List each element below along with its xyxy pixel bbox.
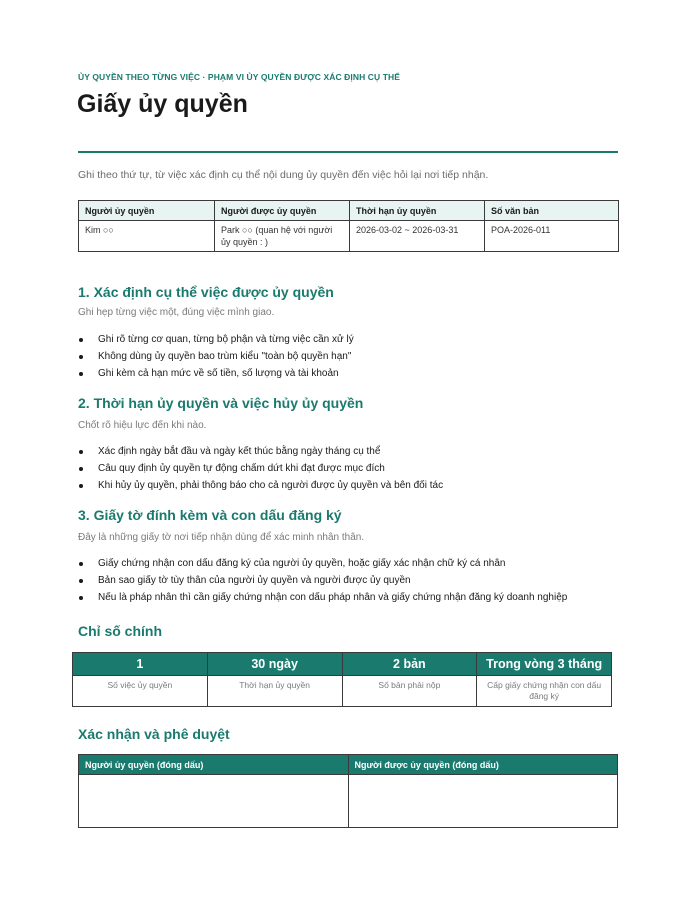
approval-header-row <box>79 755 618 775</box>
intro-text: Ghi theo thứ tự, từ việc xác định cụ thể nội dung ủy quyền đến việc hỏi lại nơi tiếp nhận. <box>78 169 489 181</box>
metric-value: 2 bản <box>342 653 477 676</box>
metric-label: Số việc ủy quyền <box>73 676 208 707</box>
list-item: Không dùng ủy quyền bao trùm kiểu "toàn bộ quyền hạn" <box>78 348 354 365</box>
section-3-title: 3. Giấy tờ đính kèm và con dấu đăng ký <box>78 507 342 523</box>
metric-value: 1 <box>73 653 208 676</box>
list-item: Giấy chứng nhận con dấu đăng ký của người ủy quyền, hoặc giấy xác nhận chữ ký cá nhân <box>78 555 567 572</box>
agent-seal-box[interactable] <box>348 775 618 828</box>
metric-value: 30 ngày <box>207 653 342 676</box>
list-item: Xác định ngày bắt đầu và ngày kết thúc bằng ngày tháng cụ thể <box>78 443 443 460</box>
info-table <box>78 200 619 252</box>
info-header-period: Thời hạn ủy quyền <box>350 201 485 221</box>
section-2-title: 2. Thời hạn ủy quyền và việc hủy ủy quyền <box>78 395 364 411</box>
section-2-bullets <box>78 443 443 494</box>
info-cell-doc-number: POA-2026-011 <box>485 221 619 252</box>
section-3-bullets <box>78 555 567 606</box>
list-item: Câu quy định ủy quyền tự động chấm dứt khi đạt được mục đích <box>78 460 443 477</box>
info-table-header-row <box>79 201 619 221</box>
info-header-doc-number: Số văn bản <box>485 201 619 221</box>
section-1-bullets <box>78 331 354 382</box>
list-item: Nếu là pháp nhân thì cần giấy chứng nhận con dấu pháp nhân và giấy chứng nhận đăng ký doanh nghiệp <box>78 589 567 606</box>
section-2-subtitle: Chốt rõ hiệu lực đến khi nào. <box>78 420 207 431</box>
section-3-subtitle: Đây là những giấy tờ nơi tiếp nhận dùng để xác minh nhân thân. <box>78 532 365 543</box>
title-divider <box>78 151 618 153</box>
page-title: Giấy ủy quyền <box>77 90 248 118</box>
approval-title: Xác nhận và phê duyệt <box>78 726 230 742</box>
info-cell-grantor: Kim ○○ <box>79 221 215 252</box>
list-item: Bản sao giấy tờ tùy thân của người ủy quyền và người được ủy quyền <box>78 572 567 589</box>
list-item: Khi hủy ủy quyền, phải thông báo cho cả người được ủy quyền và bên đối tác <box>78 477 443 494</box>
approval-signature-row <box>79 775 618 828</box>
metric-label: Thời hạn ủy quyền <box>207 676 342 707</box>
metrics-table <box>72 652 612 707</box>
metrics-title: Chỉ số chính <box>78 623 162 639</box>
section-1-subtitle: Ghi hẹp từng việc một, đúng việc mình giao. <box>78 307 275 318</box>
info-header-grantor: Người ủy quyền <box>79 201 215 221</box>
info-header-agent: Người được ủy quyền <box>215 201 350 221</box>
approval-table <box>78 754 618 828</box>
grantor-seal-box[interactable] <box>79 775 349 828</box>
info-table-row <box>79 221 619 252</box>
metric-value: Trong vòng 3 tháng <box>477 653 612 676</box>
list-item: Ghi kèm cả hạn mức về số tiền, số lượng và tài khoản <box>78 365 354 382</box>
metric-label: Cấp giấy chứng nhận con dấu đăng ký <box>477 676 612 707</box>
document-kicker: ỦY QUYỀN THEO TỪNG VIỆC · PHẠM VI ỦY QUYỀN ĐƯỢC XÁC ĐỊNH CỤ THỂ <box>78 72 401 82</box>
section-1-title: 1. Xác định cụ thể việc được ủy quyền <box>78 284 334 300</box>
info-cell-agent: Park ○○ (quan hệ với người ủy quyền : ) <box>215 221 350 252</box>
metrics-value-row <box>73 653 612 676</box>
metric-label: Số bản phải nộp <box>342 676 477 707</box>
approval-header-grantor: Người ủy quyền (đóng dấu) <box>79 755 349 775</box>
info-cell-period: 2026-03-02 ~ 2026-03-31 <box>350 221 485 252</box>
list-item: Ghi rõ từng cơ quan, từng bộ phận và từng việc cần xử lý <box>78 331 354 348</box>
approval-header-agent: Người được ủy quyền (đóng dấu) <box>348 755 618 775</box>
metrics-label-row <box>73 676 612 707</box>
